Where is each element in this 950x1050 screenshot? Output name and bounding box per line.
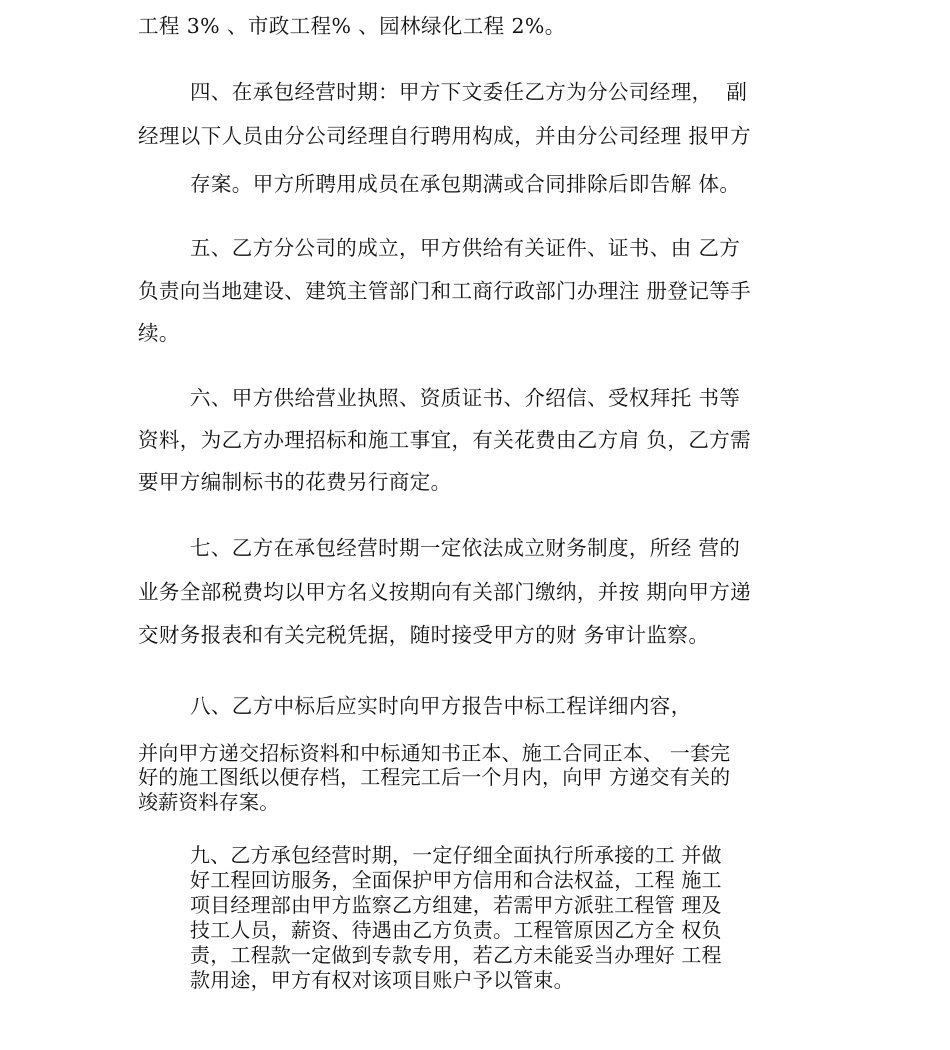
text-line-clause9-6: 款用途，甲方有权对该项目账户予以管束。 (190, 968, 574, 992)
text-line-clause4-1: 四、在承包经营时期：甲方下文委任乙方为分公司经理， 副 (190, 80, 748, 104)
text-line-clause6-3: 要甲方编制标书的花费另行商定。 (138, 470, 452, 494)
text-line-clause7-1: 七、乙方在承包经营时期一定依法成立财务制度，所经 营的 (190, 536, 741, 560)
text-line-clause5-3: 续。 (138, 321, 180, 345)
text-line-clause5-1: 五、乙方分公司的成立，甲方供给有关证件、证书、由 乙方 (190, 236, 741, 260)
text-line-clause9-2: 好工程回访服务，全面保护甲方信用和合法权益，工程 施工 (190, 868, 722, 892)
text-line-clause8-1: 八、乙方中标后应实时向甲方报告中标工程详细内容， (190, 694, 692, 718)
text-line-clause3-end: 工程 3% 、市政工程% 、园林绿化工程 2%。 (138, 14, 566, 38)
text-line-clause4-3: 存案。甲方所聘用成员在承包期满或合同排除后即告解 体。 (190, 172, 741, 196)
text-line-clause5-2: 负责向当地建设、建筑主管部门和工商行政部门办理注 册登记等手 (138, 279, 752, 303)
text-line-clause7-2: 业务全部税费均以甲方名义按期向有关部门缴纳，并按 期向甲方递 (138, 580, 752, 604)
text-line-clause4-2: 经理以下人员由分公司经理自行聘用构成，并由分公司经理 报甲方 (138, 124, 752, 148)
text-line-clause6-1: 六、甲方供给营业执照、资质证书、介绍信、受权拜托 书等 (190, 386, 741, 410)
text-line-clause8-3: 好的施工图纸以便存档，工程完工后一个月内，向甲 方递交有关的 (138, 765, 731, 789)
text-line-clause8-2: 并向甲方递交招标资料和中标通知书正本、施工合同正本、 一套完 (138, 741, 731, 765)
text-line-clause7-3: 交财务报表和有关完税凭据，随时接受甲方的财 务审计监察。 (138, 623, 710, 647)
text-line-clause9-4: 技工人员，薪资、待遇由乙方负责。工程管原因乙方全 权负 (190, 918, 722, 942)
text-line-clause8-4: 竣薪资料存案。 (138, 790, 280, 814)
text-line-clause6-2: 资料，为乙方办理招标和施工事宜，有关花费由乙方肩 负，乙方需 (138, 428, 752, 452)
text-line-clause9-3: 项目经理部由甲方监察乙方组建，若需甲方派驻工程管 理及 (190, 893, 722, 917)
text-line-clause9-1: 九、乙方承包经营时期，一定仔细全面执行所承接的工 并做 (190, 843, 722, 867)
text-line-clause9-5: 责，工程款一定做到专款专用，若乙方未能妥当办理好 工程 (190, 943, 722, 967)
